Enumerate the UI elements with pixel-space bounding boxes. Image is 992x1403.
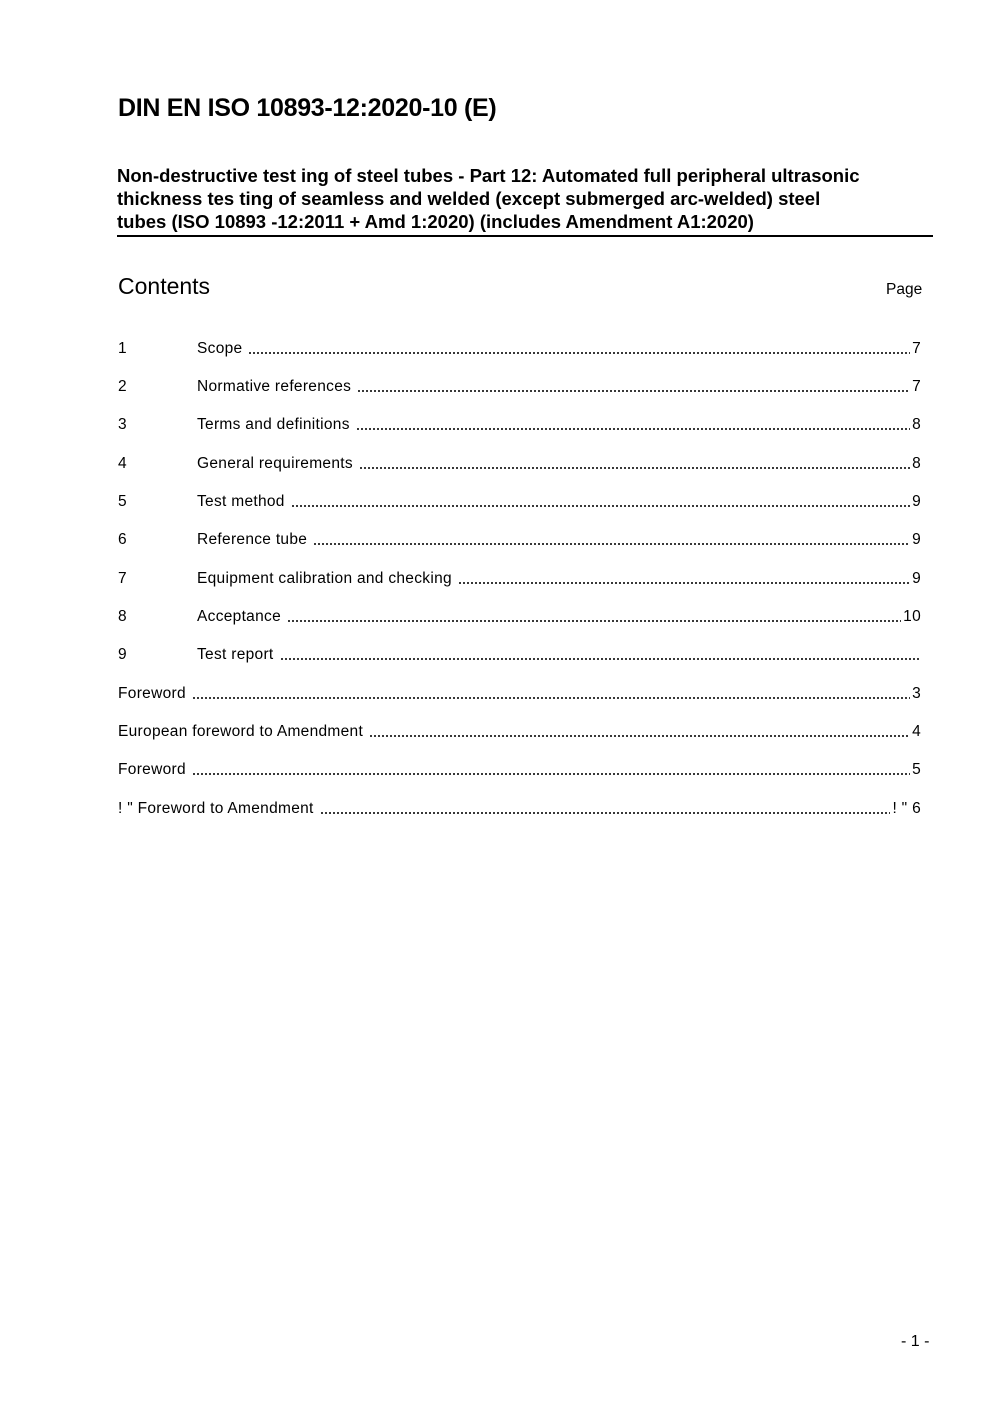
toc-entry-reference-tube[interactable] xyxy=(118,531,921,551)
toc-entry-number: 2 xyxy=(118,378,127,395)
dot-leader xyxy=(287,619,901,623)
toc-entry-test-method[interactable] xyxy=(118,493,921,513)
toc-entry-title: Acceptance xyxy=(197,608,281,625)
toc-entry-equipment-calibration[interactable] xyxy=(118,570,921,590)
toc-entry-page: 8 xyxy=(912,416,921,433)
toc-entry-general-requirements[interactable] xyxy=(118,455,921,475)
toc-entry-title: General requirements xyxy=(197,455,353,472)
toc-entry-title: Test report xyxy=(197,646,274,663)
dot-leader xyxy=(320,811,891,815)
dot-leader xyxy=(369,734,910,738)
subtitle-line: Non-destructive test ing of steel tubes - Part 12: Automated full peripheral ultrasonic xyxy=(117,165,860,186)
toc-entry-number: 8 xyxy=(118,608,127,625)
toc-entry-page: 9 xyxy=(912,493,921,510)
toc-entry-page: 5 xyxy=(912,761,921,778)
toc-entry-title: Terms and definitions xyxy=(197,416,350,433)
toc-entry-page: 3 xyxy=(912,685,921,702)
toc-entry-title: European foreword to Amendment xyxy=(118,723,364,740)
toc-entry-foreword[interactable] xyxy=(118,685,921,705)
toc-entry-page: 10 xyxy=(903,608,921,625)
toc-entry-number: 5 xyxy=(118,493,127,510)
subtitle-line: tubes (ISO 10893 -12:2011 + Amd 1:2020) (includes Amendment A1:2020) xyxy=(117,211,754,232)
dot-leader xyxy=(280,657,919,661)
toc-entry-number: 1 xyxy=(118,340,127,357)
dot-leader xyxy=(356,427,910,431)
toc-entry-normative-references[interactable] xyxy=(118,378,921,398)
toc-entry-foreword-to-amendment[interactable] xyxy=(118,800,921,820)
document-subtitle xyxy=(117,164,933,237)
toc-entry-number: 6 xyxy=(118,531,127,548)
toc-entry-foreword-2[interactable] xyxy=(118,761,921,781)
toc-entry-page: 8 xyxy=(912,455,921,472)
toc-entry-european-foreword-amendment[interactable] xyxy=(118,723,921,743)
contents-heading: Contents xyxy=(118,273,211,299)
toc-entry-title: Reference tube xyxy=(197,531,308,548)
toc-entry-acceptance[interactable] xyxy=(118,608,921,628)
toc-entry-title: Test method xyxy=(197,493,285,510)
toc-entry-number: 4 xyxy=(118,455,127,472)
dot-leader xyxy=(248,351,910,355)
toc-entry-title: ! " Foreword to Amendment xyxy=(118,800,314,817)
toc-entry-title: Normative references xyxy=(197,378,352,395)
toc-entry-page: 7 xyxy=(912,378,921,395)
toc-entry-title: Equipment calibration and checking xyxy=(197,570,452,587)
toc-entry-scope[interactable] xyxy=(118,340,921,360)
toc-entry-title: Foreword xyxy=(118,685,186,702)
page-column-label: Page xyxy=(886,281,923,298)
dot-leader xyxy=(357,389,910,393)
dot-leader xyxy=(313,542,910,546)
toc-entry-terms-and-definitions[interactable] xyxy=(118,416,921,436)
toc-entry-page: 7 xyxy=(912,340,921,357)
page-number: - 1 - xyxy=(901,1333,930,1350)
toc-entry-title: Foreword xyxy=(118,761,186,778)
dot-leader xyxy=(291,504,910,508)
dot-leader xyxy=(359,466,910,470)
dot-leader xyxy=(192,772,910,776)
toc-entry-page: 4 xyxy=(912,723,921,740)
toc-entry-number: 7 xyxy=(118,570,127,587)
toc-entry-number: 3 xyxy=(118,416,127,433)
toc-entry-page: 9 xyxy=(912,531,921,548)
toc-entry-test-report[interactable] xyxy=(118,646,921,666)
toc-entry-page: 9 xyxy=(912,570,921,587)
toc-entry-page: ! " 6 xyxy=(892,800,921,817)
dot-leader xyxy=(192,696,910,700)
subtitle-line: thickness tes ting of seamless and welded (except submerged arc-welded) steel xyxy=(117,188,821,209)
dot-leader xyxy=(458,581,910,585)
toc-entry-title: Scope xyxy=(197,340,243,357)
document-id: DIN EN ISO 10893-12:2020-10 (E) xyxy=(118,94,497,122)
toc-entry-number: 9 xyxy=(118,646,127,663)
